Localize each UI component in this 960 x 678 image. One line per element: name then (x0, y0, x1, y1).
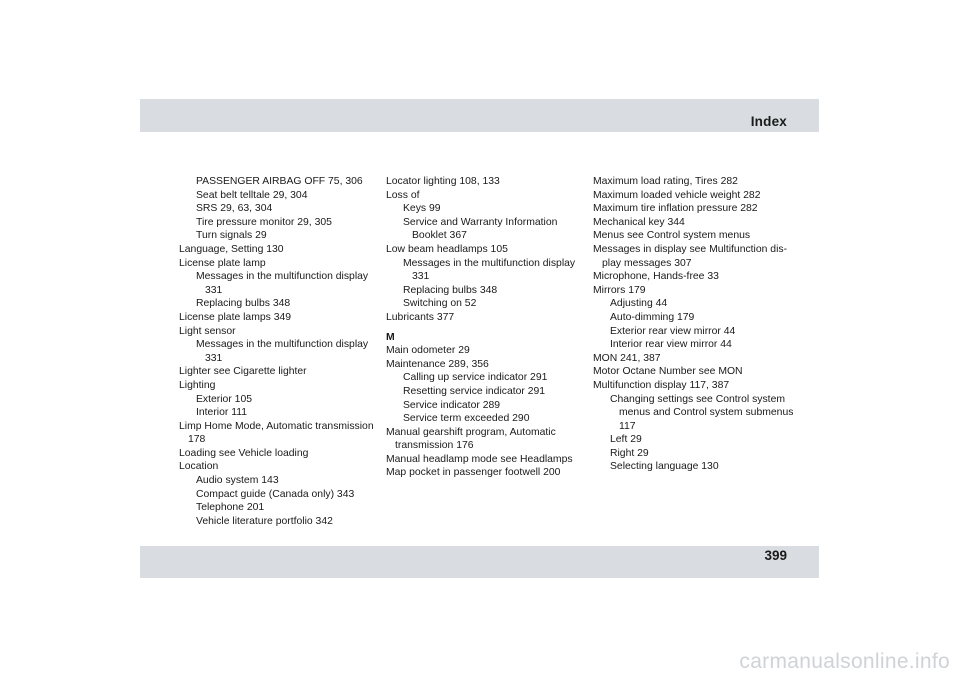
index-entry: Lighting (179, 379, 216, 391)
index-subentry: Replacing bulbs 348 (403, 284, 498, 296)
index-entry: Menus see Control system menus (593, 230, 751, 242)
index-subentry: Messages in the multifunction display 331 (403, 257, 576, 283)
index-entry: Main odometer 29 (386, 345, 470, 357)
index-subentry: Tire pressure monitor 29, 305 (196, 216, 332, 228)
index-entry: Loading see Vehicle loading (179, 447, 309, 459)
index-entry: Messages in display see Multifunction dis-play messages 307 (593, 243, 788, 269)
watermark: carmanualsonline.info (739, 650, 950, 673)
index-entry: Maximum tire inflation pressure 282 (593, 203, 758, 215)
index-entry: Location (179, 461, 219, 473)
index-subentry: Service term exceeded 290 (403, 413, 530, 425)
index-subentry: Service and Warranty Information Booklet 367 (403, 216, 558, 242)
index-entry: Multifunction display 117, 387 (593, 379, 730, 391)
index-subentry: Vehicle literature portfolio 342 (196, 515, 333, 527)
index-subentry: Service indicator 289 (403, 399, 501, 411)
index-subentry: Changing settings see Control system menus and Control system submenus 117 (610, 393, 794, 432)
index-entry: Lubricants 377 (386, 311, 455, 323)
footer-band (140, 546, 819, 578)
index-subentry: Compact guide (Canada only) 343 (196, 488, 355, 500)
index-entry: Maintenance 289, 356 (386, 358, 489, 370)
index-entry: License plate lamp (179, 257, 266, 269)
index-entry: Microphone, Hands-free 33 (593, 271, 719, 283)
index-entry: License plate lamps 349 (179, 311, 292, 323)
index-entry: Manual gearshift program, Automatic transmission 176 (386, 426, 556, 452)
index-subentry: Adjusting 44 (610, 298, 668, 310)
index-subentry: SRS 29, 63, 304 (196, 203, 273, 215)
index-section-letter: M (386, 331, 395, 343)
index-subentry: Messages in the multifunction display 331 (196, 339, 369, 364)
page-title: Index (750, 114, 787, 129)
index-subentry: PASSENGER AIRBAG OFF 75, 306 (196, 176, 363, 187)
index-entry: Locator lighting 108, 133 (386, 176, 500, 187)
index-subentry: Auto-dimming 179 (610, 311, 695, 323)
index-subentry: Turn signals 29 (196, 230, 267, 242)
index-subentry: Audio system 143 (196, 475, 279, 487)
index-subentry: Seat belt telltale 29, 304 (196, 189, 308, 201)
index-entry: Lighter see Cigarette lighter (179, 366, 307, 378)
index-subentry: Keys 99 (403, 203, 441, 215)
index-entry: Mirrors 179 (593, 284, 646, 296)
index-entry: Mechanical key 344 (593, 216, 685, 228)
index-entry: Maximum load rating, Tires 282 (593, 176, 738, 187)
index-subentry: Exterior rear view mirror 44 (610, 325, 736, 337)
index-subentry: Switching on 52 (403, 298, 477, 310)
index-subentry: Calling up service indicator 291 (403, 372, 548, 384)
index-subentry: Right 29 (610, 447, 649, 459)
index-subentry: Replacing bulbs 348 (196, 298, 291, 310)
index-entry: Light sensor (179, 325, 236, 337)
index-subentry: Resetting service indicator 291 (403, 385, 546, 397)
index-subentry: Telephone 201 (196, 502, 265, 514)
index-entry: Limp Home Mode, Automatic transmission 178 (179, 420, 374, 446)
index-column-2 (386, 175, 586, 480)
index-subentry: Interior 111 (196, 407, 248, 419)
index-subentry: Exterior 105 (196, 393, 253, 405)
index-subentry: Left 29 (610, 434, 642, 446)
index-entry: Motor Octane Number see MON (593, 366, 743, 378)
page-number: 399 (764, 548, 787, 563)
header-band (140, 99, 819, 132)
index-column-1 (179, 175, 379, 528)
index-entry: Loss of (386, 189, 420, 201)
index-subentry: Selecting language 130 (610, 461, 719, 473)
index-subentry: Messages in the multifunction display 331 (196, 271, 369, 296)
index-entry: Language, Setting 130 (179, 243, 284, 255)
index-subentry: Interior rear view mirror 44 (610, 339, 732, 351)
index-entry: Map pocket in passenger footwell 200 (386, 467, 561, 479)
index-entry: MON 241, 387 (593, 352, 661, 364)
index-column-3 (593, 175, 803, 474)
index-entry: Low beam headlamps 105 (386, 243, 508, 255)
index-entry: Manual headlamp mode see Headlamps (386, 453, 573, 465)
index-entry: Maximum loaded vehicle weight 282 (593, 189, 761, 201)
